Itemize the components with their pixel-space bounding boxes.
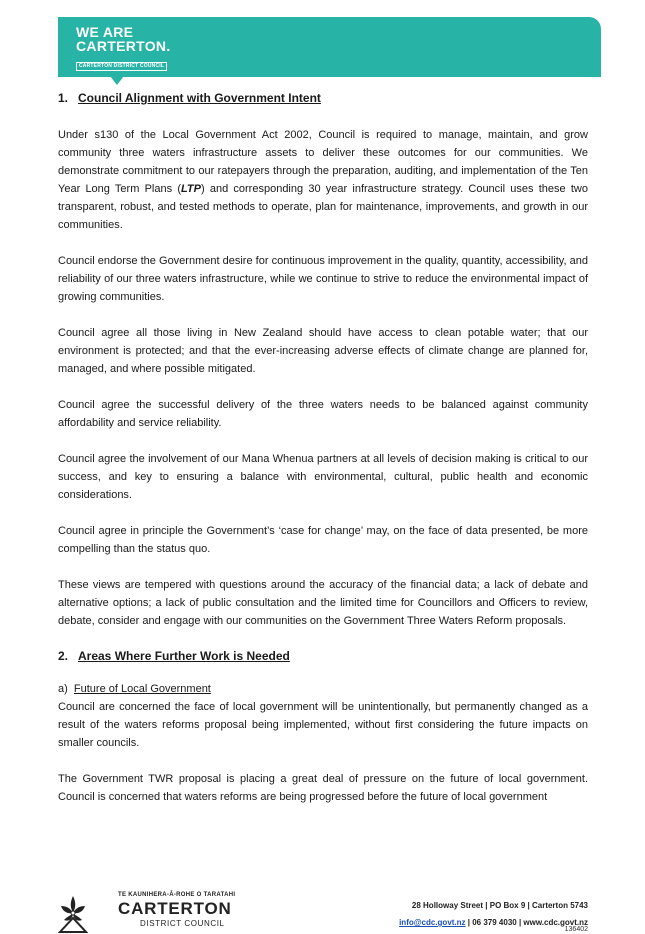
p1-text-b: ) and corresponding 30 year infrastructure strategy. Council uses these two transparent, robust, and tested methods to operate, plan for maintenance, improvements, and growth in our communities. bbox=[58, 183, 588, 231]
footer-contact bbox=[399, 897, 588, 931]
subsection-a-title: Future of Local Government bbox=[73, 683, 211, 695]
subsection-a-label: a) bbox=[58, 683, 68, 695]
section-1-paragraph-6: Council agree in principle the Government’s ‘case for change’ may, on the face of data presented, be more compelling than the status quo. bbox=[58, 525, 588, 555]
section-1-number: 1. bbox=[58, 91, 69, 105]
section-2-paragraph-2: The Government TWR proposal is placing a great deal of pressure on the future of local government. Council is concerned that waters reforms are being progressed before the future of local government bbox=[58, 773, 588, 803]
section-2-heading bbox=[58, 648, 588, 664]
p1-text-a: Under s130 of the Local Government Act 2002, Council is required to manage, maintain, and grow community three waters infrastructure assets to deliver these outcomes for our communities. We demonstrate commitment to our ratepayers through the preparation, auditing, and implementation of the Ten Year Long Term Plans ( bbox=[58, 129, 588, 195]
section-2-title: Areas Where Further Work is Needed bbox=[78, 649, 290, 663]
section-1-paragraph-1 bbox=[58, 126, 588, 234]
flower-emblem-icon bbox=[58, 894, 88, 934]
logo-tagline: CARTERTON DISTRICT COUNCIL bbox=[76, 62, 167, 71]
document-reference-number: 136402 bbox=[564, 926, 588, 933]
section-1-paragraph-2: Council endorse the Government desire for continuous improvement in the quality, quantity, accessibility, and reliability of our three waters infrastructure, while we continue to strive to reduce the environmental impact of growing communities. bbox=[58, 255, 588, 303]
footer-email-link[interactable]: info@cdc.govt.nz bbox=[399, 918, 466, 927]
footer-address: 28 Holloway Street | PO Box 9 | Carterton 5743 bbox=[411, 901, 588, 910]
section-2-paragraph-1: Council are concerned the face of local government will be unintentionally, but permanently changed as a result of the waters reforms proposal being implemented, without first considering the future impacts on smaller councils. bbox=[58, 701, 588, 749]
carterton-district-council-logo bbox=[58, 892, 248, 934]
footer-phone-web: | 06 379 4030 | www.cdc.govt.nz bbox=[465, 918, 588, 927]
footer-district-council: DISTRICT COUNCIL bbox=[140, 919, 225, 928]
section-1-paragraph-5: Council agree the involvement of our Mana Whenua partners at all levels of decision making is critical to our success, and key to ensuring a balance with environmental, cultural, public health and economic considerations. bbox=[58, 453, 588, 501]
footer-maori-name: TE KAUNIHERA-Ā-ROHE O TARATAHI bbox=[118, 892, 236, 898]
section-1-paragraph-4: Council agree the successful delivery of the three waters needs to be balanced against community affordability and service reliability. bbox=[58, 399, 588, 429]
footer-contact-line bbox=[399, 914, 588, 931]
logo-line2: CARTERTON. bbox=[76, 38, 171, 54]
document-body bbox=[58, 90, 588, 806]
logo-line1: WE ARE bbox=[76, 24, 134, 40]
ltp-abbrev: LTP bbox=[180, 183, 201, 195]
section-1-paragraph-3: Council agree all those living in New Zealand should have access to clean potable water; that our environment is protected; and that the ever-increasing adverse effects of climate change are planned for, managed, and where possible mitigated. bbox=[58, 327, 588, 375]
section-1-title: Council Alignment with Government Intent bbox=[78, 91, 321, 105]
section-1-paragraph-7: These views are tempered with questions around the accuracy of the financial data; a lack of debate and alternative options; a lack of public consultation and the limited time for Councillors and Officers to review, debate, consider and engage with our communities on the Government Three Waters Reform proposals. bbox=[58, 579, 588, 627]
we-are-carterton-logo bbox=[76, 25, 171, 72]
header-banner-notch bbox=[110, 76, 124, 85]
section-1-heading bbox=[58, 90, 588, 106]
footer-council-name: CARTERTON bbox=[118, 899, 232, 918]
section-2-number: 2. bbox=[58, 649, 69, 663]
subsection-a-heading bbox=[58, 680, 588, 698]
